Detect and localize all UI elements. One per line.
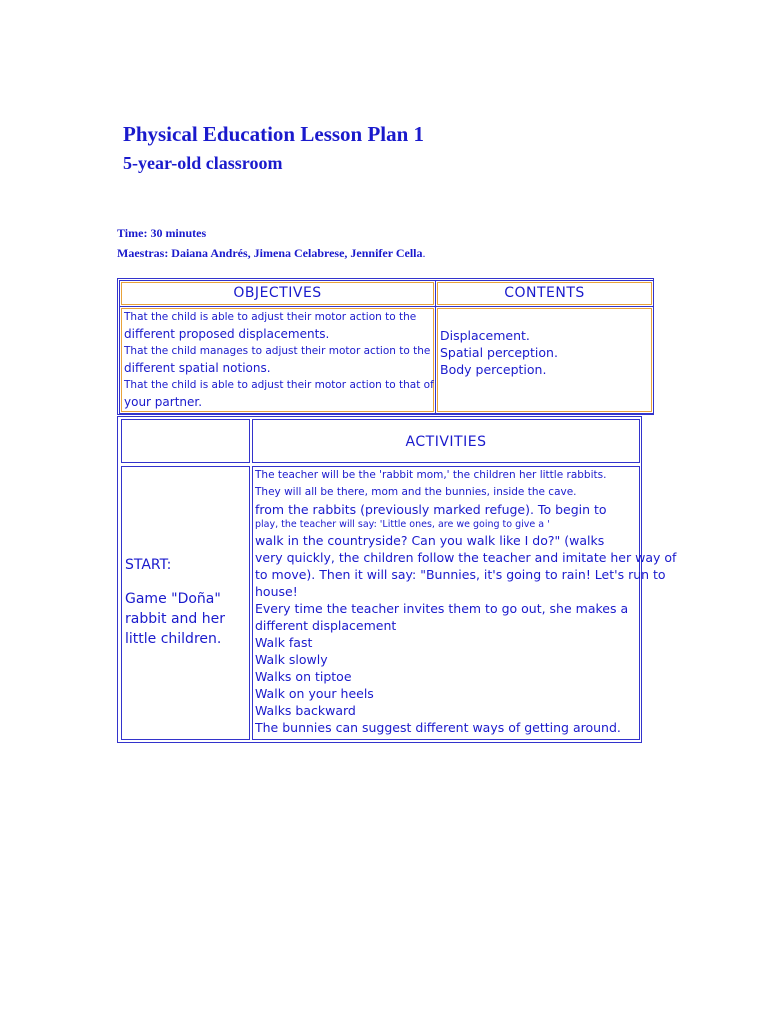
document-title: Physical Education Lesson Plan 1 [123, 122, 425, 146]
content-item: Displacement. [440, 328, 530, 343]
content-item: Spatial perception. [440, 345, 558, 360]
objective-line: That the child is able to adjust their motor action to that of [124, 379, 434, 391]
activities-empty-cell [121, 419, 250, 463]
activity-label-cell [121, 466, 250, 740]
activities-header-cell [252, 419, 640, 463]
document-subtitle: 5-year-old classroom [123, 153, 283, 173]
activity-description-cell [252, 466, 677, 740]
activity-line: Every time the teacher invites them to go out, she makes a [255, 601, 629, 616]
activity-line: house! [255, 584, 298, 599]
activity-line: from the rabbits (previously marked refuge). To begin to [255, 502, 607, 517]
activity-line: Walks on tiptoe [255, 669, 352, 684]
objective-line: different spatial notions. [124, 361, 271, 375]
objectives-header: OBJECTIVES [233, 285, 322, 301]
activity-line: walk in the countryside? Can you walk like I do?" (walks [255, 533, 605, 548]
activity-line: They will all be there, mom and the bunnies, inside the cave. [255, 486, 577, 498]
activity-line: play, the teacher will say: 'Little ones, are we going to give a ' [255, 519, 550, 530]
time-info: Time: 30 minutes [117, 226, 207, 240]
contents-header-cell [437, 282, 652, 305]
activity-line: to move). Then it will say: "Bunnies, it's going to rain! Let's run to [255, 567, 666, 582]
activity-line: Walk slowly [255, 652, 328, 667]
activity-line: different displacement [255, 618, 397, 633]
start-label: START: [125, 557, 172, 573]
objective-line: That the child manages to adjust their motor action to the [124, 345, 431, 357]
teachers-period: . [422, 246, 426, 260]
objectives-header-cell [121, 282, 434, 305]
activity-line: Walk fast [255, 635, 313, 650]
activity-line: very quickly, the children follow the teacher and imitate her way of [255, 550, 677, 565]
objectives-table [117, 278, 654, 415]
teachers-info [117, 246, 426, 261]
activity-line: The teacher will be the 'rabbit mom,' the children her little rabbits. [255, 469, 607, 481]
contents-header: CONTENTS [504, 285, 585, 301]
game-label: Game "Doña" rabbit and her little children. [125, 591, 225, 647]
objective-line: That the child is able to adjust their motor action to the [124, 311, 417, 323]
objective-line: different proposed displacements. [124, 327, 330, 341]
activity-line: Walk on your heels [255, 686, 374, 701]
contents-cell [437, 308, 652, 412]
activity-line: The bunnies can suggest different ways of getting around. [255, 720, 621, 735]
activities-table [117, 416, 677, 743]
content-item: Body perception. [440, 362, 547, 377]
teachers-names: Maestras: Daiana Andrés, Jimena Celabrese, Jennifer Cella [117, 246, 423, 260]
objectives-cell [121, 308, 434, 412]
activity-line: Walks backward [255, 703, 356, 718]
activities-header: ACTIVITIES [405, 434, 487, 450]
objective-line: your partner. [124, 395, 203, 409]
